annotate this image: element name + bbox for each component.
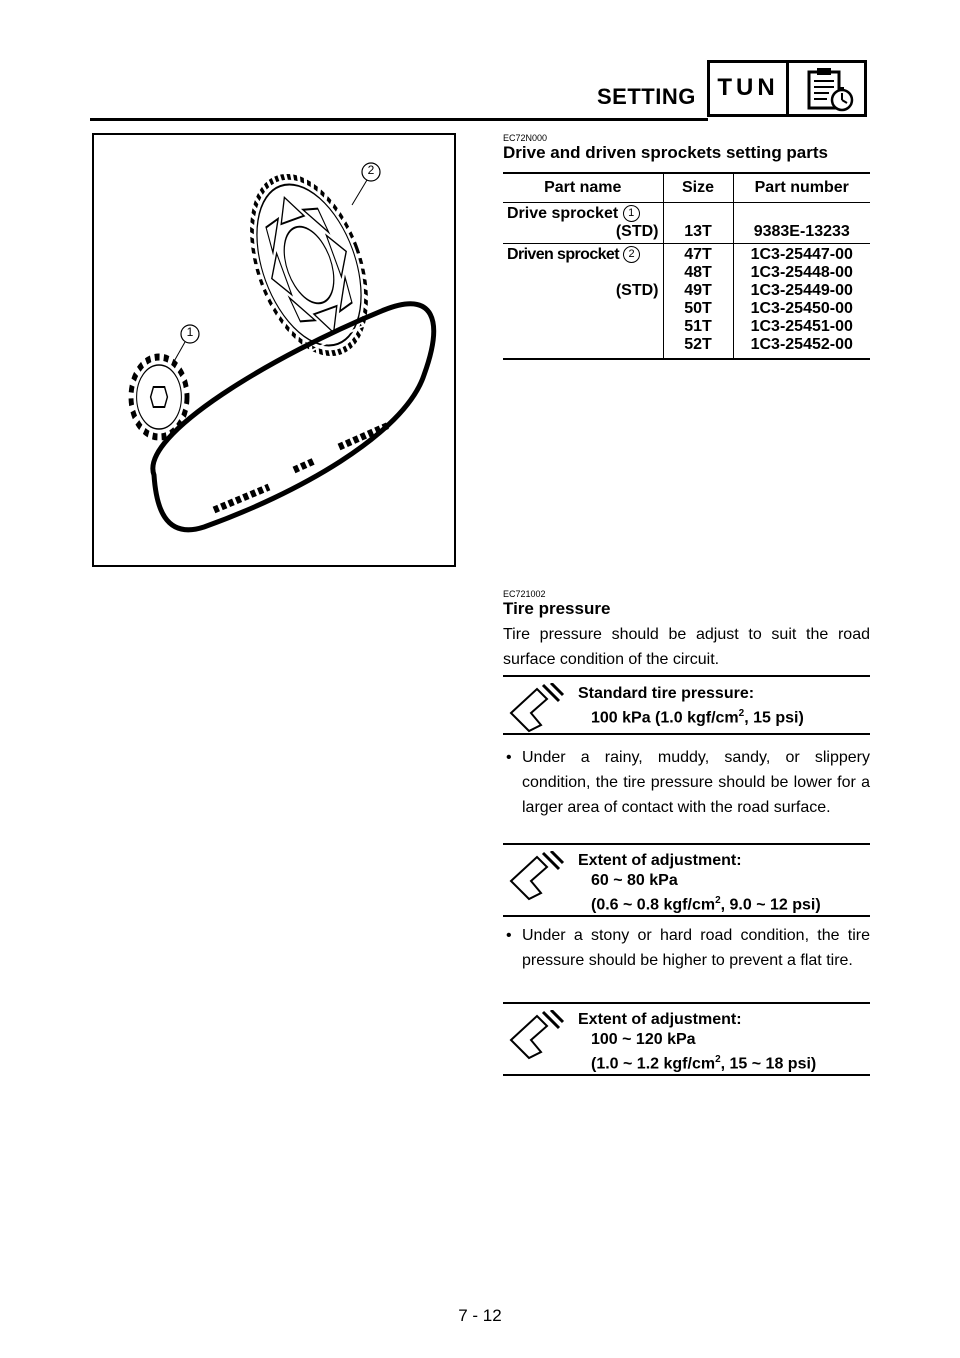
bullet-text: Under a stony or hard road condition, the tire pressure should be higher to prevent a flat tire.	[522, 927, 870, 969]
column-header-part-number: Part number	[733, 173, 870, 203]
bullet-hard-conditions	[503, 923, 870, 973]
driven-size: 51T	[684, 318, 712, 335]
bullet-dot-icon: •	[506, 927, 512, 944]
callout-2-label: 2	[367, 163, 375, 177]
driven-size: 50T	[684, 300, 712, 317]
driven-sprocket-cell	[503, 244, 663, 360]
drive-sprocket-part: 9383E-13233	[753, 223, 850, 240]
section-tab-label: TUN	[717, 74, 779, 101]
callout-1-label: 1	[186, 325, 194, 339]
section-tab-divider	[786, 60, 789, 117]
adjustment-kgf-psi: (0.6 ~ 0.8 kgf/$cm^2$, 9.0 ~ 12 psi)	[591, 895, 821, 914]
driven-part-number: 1C3-25447-00	[750, 246, 853, 263]
adjustment-box-low	[503, 843, 870, 917]
adjustment-kpa: 100 ~ 120 kPa	[591, 1031, 696, 1048]
table-row	[503, 203, 870, 244]
driven-sprocket-note: (STD)	[615, 282, 659, 299]
drive-sprocket-size-cell	[663, 203, 733, 244]
header-rule	[90, 118, 708, 121]
bullet-text: Under a rainy, muddy, sandy, or slippery condition, the tire pressure should be lower for a larger area of contact with the road surface.	[522, 749, 870, 816]
driven-size: 48T	[684, 264, 712, 281]
drive-sprocket-size: 13T	[684, 223, 712, 240]
driven-sprocket-size-cell	[663, 244, 733, 360]
driven-size: 52T	[684, 336, 712, 353]
driven-sprocket-name: Driven sprocket	[507, 246, 619, 263]
adjustment-label: Extent of adjustment:	[578, 1011, 742, 1028]
driven-sprocket-drawing	[230, 161, 388, 369]
intro-paragraph: Tire pressure should be adjust to suit the road surface condition of the circuit.	[503, 626, 870, 668]
driven-part-number: 1C3-25448-00	[750, 264, 853, 281]
driven-size: 47T	[684, 246, 712, 263]
standard-pressure-box	[503, 675, 870, 735]
bullet-dot-icon: •	[506, 749, 512, 766]
drive-sprocket-note: (STD)	[615, 223, 659, 240]
section-heading: Drive and driven sprockets setting parts	[503, 143, 828, 162]
adjustment-box-high	[503, 1002, 870, 1076]
section-code: EC72N000	[503, 133, 548, 143]
section-code: EC721002	[503, 589, 546, 599]
caliper-icon	[507, 1010, 565, 1062]
callout-1-badge: 1	[623, 205, 640, 222]
drive-sprocket-cell	[503, 203, 663, 244]
driven-sprocket-part-cell	[733, 244, 870, 360]
adjustment-label: Extent of adjustment:	[578, 852, 742, 869]
callout-2-badge: 2	[623, 246, 640, 263]
adjustment-kgf-psi: (1.0 ~ 1.2 kgf/$cm^2$, 15 ~ 18 psi)	[591, 1054, 817, 1073]
driven-part-number: 1C3-25452-00	[750, 336, 853, 353]
driven-part-number: 1C3-25451-00	[750, 318, 853, 335]
standard-pressure-value: 100 kPa (1.0 kgf/$cm^2$, 15 psi)	[591, 708, 804, 727]
caliper-icon	[507, 683, 565, 735]
driven-part-number: 1C3-25449-00	[750, 282, 853, 299]
sprocket-parts-table	[503, 172, 870, 360]
sprocket-chain-figure	[92, 133, 456, 567]
caliper-icon	[507, 851, 565, 903]
standard-pressure-label: Standard tire pressure:	[578, 685, 755, 702]
bullet-wet-conditions	[503, 745, 870, 820]
sprocket-illustration	[94, 135, 454, 565]
page-number: 7 - 12	[458, 1306, 502, 1325]
driven-size: 49T	[684, 282, 712, 299]
table-header-row	[503, 173, 870, 203]
section-heading: Tire pressure	[503, 599, 611, 618]
column-header-part-name: Part name	[503, 173, 663, 203]
table-row	[503, 244, 870, 360]
clipboard-stopwatch-icon	[803, 66, 855, 112]
driven-part-number: 1C3-25450-00	[750, 300, 853, 317]
drive-sprocket-part-cell	[733, 203, 870, 244]
section-title: SETTING	[597, 84, 696, 109]
adjustment-kpa: 60 ~ 80 kPa	[591, 872, 678, 889]
column-header-size: Size	[663, 173, 733, 203]
drive-sprocket-name: Drive sprocket	[507, 205, 619, 222]
